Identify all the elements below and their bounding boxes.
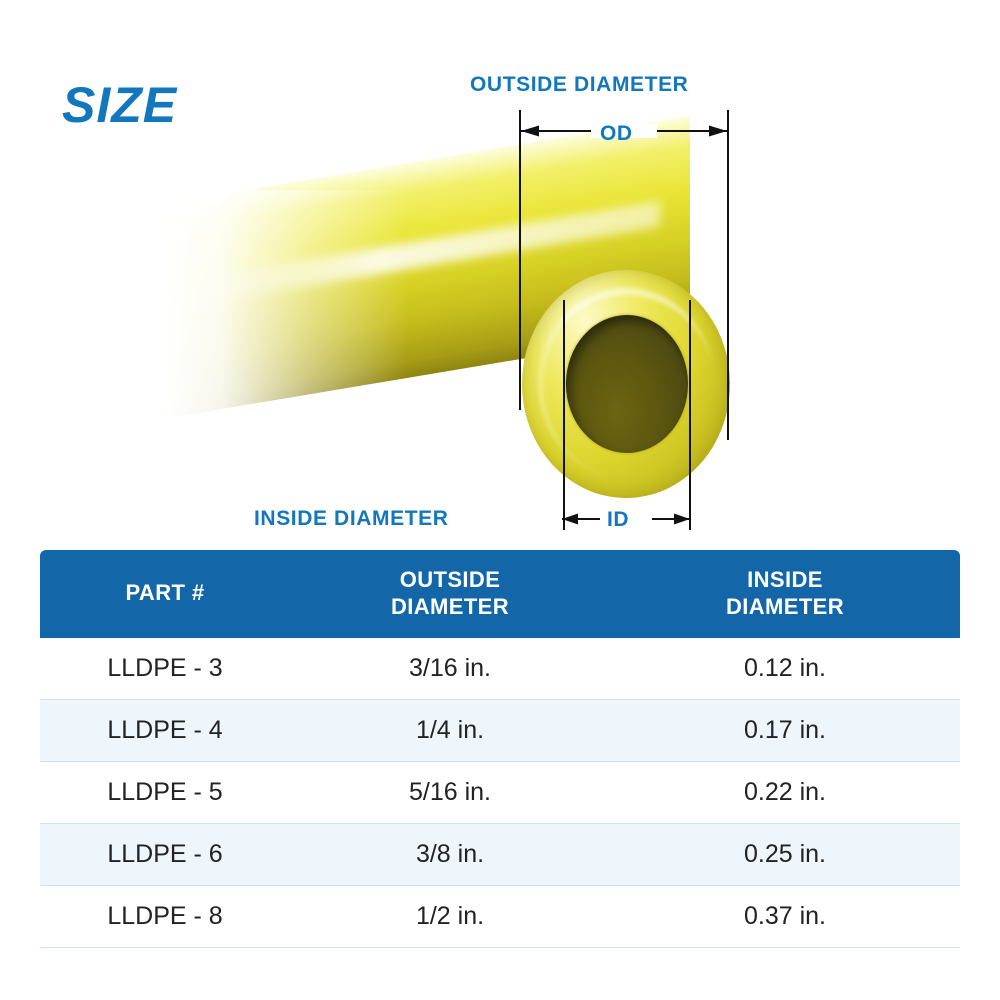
table-row	[40, 885, 960, 947]
size-table	[40, 550, 960, 948]
id-tag-label: ID	[607, 508, 630, 531]
cell-part: LLDPE - 3	[40, 638, 290, 700]
id-left-leader-line	[563, 300, 565, 530]
column-header-outside-diameter-line1: OUTSIDE	[399, 567, 501, 592]
table-row	[40, 699, 960, 761]
page-title: SIZE	[62, 77, 178, 133]
cell-part: LLDPE - 4	[40, 699, 290, 761]
cell-outside-diameter: 3/16 in.	[290, 638, 610, 700]
id-right-leader-line	[689, 300, 691, 530]
table-header-row	[40, 550, 960, 638]
table-body	[40, 638, 960, 948]
table-header	[40, 550, 960, 638]
cell-outside-diameter: 5/16 in.	[290, 761, 610, 823]
outside-diameter-label: OUTSIDE DIAMETER	[470, 73, 689, 96]
od-left-leader-line	[519, 110, 521, 410]
tube-illustration	[150, 110, 770, 510]
column-header-outside-diameter-line2: DIAMETER	[390, 593, 510, 619]
od-tag-label: OD	[600, 122, 633, 145]
od-right-leader-line	[727, 110, 729, 440]
table-row	[40, 761, 960, 823]
cell-inside-diameter: 0.12 in.	[610, 638, 960, 700]
column-header-inside-diameter-line2: DIAMETER	[725, 593, 845, 619]
inside-diameter-label: INSIDE DIAMETER	[254, 507, 449, 530]
column-header-outside-diameter	[290, 550, 610, 638]
table-row	[40, 638, 960, 700]
tube-inner-bore	[566, 315, 688, 453]
column-header-part: PART #	[40, 550, 290, 638]
size-table-wrapper	[40, 550, 960, 948]
cell-inside-diameter: 0.17 in.	[610, 699, 960, 761]
column-header-inside-diameter-line1: INSIDE	[747, 567, 823, 592]
cell-outside-diameter: 1/2 in.	[290, 885, 610, 947]
cell-inside-diameter: 0.25 in.	[610, 823, 960, 885]
cell-part: LLDPE - 5	[40, 761, 290, 823]
cell-outside-diameter: 1/4 in.	[290, 699, 610, 761]
cell-outside-diameter: 3/8 in.	[290, 823, 610, 885]
cell-inside-diameter: 0.37 in.	[610, 885, 960, 947]
cell-part: LLDPE - 8	[40, 885, 290, 947]
table-row	[40, 823, 960, 885]
column-header-inside-diameter	[610, 550, 960, 638]
cell-inside-diameter: 0.22 in.	[610, 761, 960, 823]
cell-part: LLDPE - 6	[40, 823, 290, 885]
